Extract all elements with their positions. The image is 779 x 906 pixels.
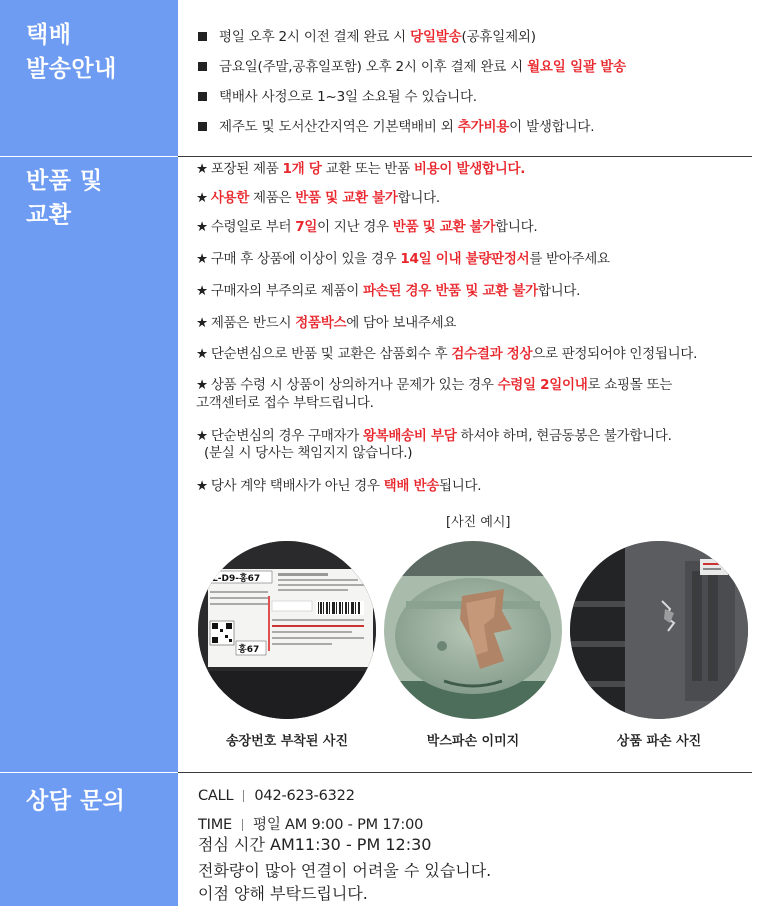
returns-highlight: 7일 bbox=[295, 219, 318, 235]
returns-item-line2 bbox=[196, 394, 374, 413]
returns-highlight: 수령일 2일이내 bbox=[497, 377, 588, 393]
returns-text: 당사 계약 택배사가 아닌 경우 bbox=[210, 478, 384, 494]
star-icon: ★ bbox=[196, 377, 208, 393]
returns-item bbox=[196, 314, 456, 333]
shipping-text: 평일 오후 2시 이전 결제 완료 시 bbox=[219, 29, 411, 45]
shipping-title-line2: 발송안내 bbox=[26, 56, 117, 82]
returns-highlight: 왕복배송비 부담 bbox=[362, 428, 457, 444]
returns-item bbox=[196, 376, 672, 395]
star-icon: ★ bbox=[196, 315, 208, 331]
shipping-highlight: 추가비용 bbox=[457, 119, 510, 135]
returns-item bbox=[196, 218, 537, 237]
returns-text: 를 받아주세요 bbox=[529, 251, 610, 267]
photo-box-damage bbox=[384, 541, 562, 719]
star-icon: ★ bbox=[196, 219, 208, 235]
shipping-text: (공휴일제외) bbox=[461, 29, 536, 45]
section-divider bbox=[178, 772, 752, 773]
returns-item bbox=[196, 345, 697, 364]
returns-highlight: 반품 및 교환 불가 bbox=[392, 219, 496, 235]
returns-highlight: 사용한 bbox=[210, 190, 250, 206]
returns-text: 상품 수령 시 상품이 상의하거나 문제가 있는 경우 bbox=[210, 377, 498, 393]
returns-title-line1: 반품 및 bbox=[26, 168, 103, 194]
star-icon: ★ bbox=[196, 346, 208, 362]
returns-item bbox=[196, 189, 440, 208]
star-icon: ★ bbox=[196, 251, 208, 267]
shipping-text: 이 발생합니다. bbox=[509, 119, 595, 135]
returns-text: 고객센터로 접수 부탁드립니다. bbox=[196, 395, 374, 411]
returns-text: 으로 판정되어야 인정됩니다. bbox=[532, 346, 698, 362]
shipping-highlight: 월요일 일괄 발송 bbox=[527, 59, 626, 75]
bullet-square-icon bbox=[198, 122, 207, 131]
returns-text: 에 담아 보내주세요 bbox=[346, 315, 457, 331]
shipping-text: 제주도 및 도서산간지역은 기본택배비 외 bbox=[219, 119, 458, 135]
star-icon: ★ bbox=[196, 283, 208, 299]
returns-item bbox=[196, 477, 481, 496]
box-damage-image bbox=[384, 541, 562, 719]
star-icon: ★ bbox=[196, 478, 208, 494]
call-label: CALL bbox=[198, 788, 234, 804]
returns-item bbox=[196, 282, 580, 301]
returns-text: 포장된 제품 bbox=[210, 161, 283, 177]
returns-item bbox=[196, 250, 610, 269]
star-icon: ★ bbox=[196, 161, 208, 177]
shipping-item bbox=[198, 112, 626, 142]
returns-highlight: 1개 당 bbox=[282, 161, 322, 177]
returns-text: 됩니다. bbox=[439, 478, 482, 494]
shipping-list bbox=[198, 22, 626, 142]
section-divider bbox=[178, 156, 752, 157]
shipping-text: 택배사 사정으로 1~3일 소요될 수 있습니다. bbox=[219, 89, 477, 105]
bullet-square-icon bbox=[198, 32, 207, 41]
shipping-text: 금요일(주말,공휴일포함) 오후 2시 이후 결제 완료 시 bbox=[219, 59, 528, 75]
returns-text: 이 지난 경우 bbox=[317, 219, 393, 235]
contact-call bbox=[198, 785, 355, 804]
photo-shipping-label bbox=[198, 541, 376, 719]
returns-text: 단순변심의 경우 구매자가 bbox=[210, 428, 363, 444]
returns-item-line2 bbox=[204, 444, 412, 463]
contact-note bbox=[198, 858, 491, 904]
returns-text: 합니다. bbox=[495, 219, 538, 235]
returns-text: 구매자의 부주의로 제품이 bbox=[210, 283, 363, 299]
contact-time bbox=[198, 813, 423, 834]
shipping-item bbox=[198, 22, 626, 52]
photo-label: 송장번호 부착된 사진 bbox=[225, 734, 349, 749]
product-damage-image bbox=[570, 541, 748, 719]
time-value: 평일 AM 9:00 - PM 17:00 bbox=[253, 817, 424, 833]
bullet-square-icon bbox=[198, 92, 207, 101]
call-number[interactable]: 042-623-6322 bbox=[254, 788, 355, 804]
separator bbox=[243, 790, 244, 802]
returns-highlight: 14일 이내 불량판정서 bbox=[400, 251, 530, 267]
returns-text: 단순변심으로 반품 및 교환은 삼품회수 후 bbox=[210, 346, 452, 362]
returns-text: 로 쇼핑몰 또는 bbox=[587, 377, 672, 393]
sidebar bbox=[0, 0, 178, 906]
returns-highlight: 비용이 발생합니다. bbox=[413, 161, 526, 177]
returns-title bbox=[26, 164, 103, 232]
star-icon: ★ bbox=[196, 428, 208, 444]
note-line: 이점 양해 부탁드립니다. bbox=[198, 884, 368, 903]
returns-highlight: 택배 반송 bbox=[383, 478, 440, 494]
shipping-highlight: 당일발송 bbox=[410, 29, 462, 45]
returns-highlight: 정품박스 bbox=[295, 315, 347, 331]
photo-label: 상품 파손 사진 bbox=[616, 734, 702, 749]
returns-item bbox=[196, 160, 525, 179]
shipping-label-image bbox=[198, 541, 376, 719]
contact-title: 상담 문의 bbox=[26, 788, 126, 814]
photo-label: 박스파손 이미지 bbox=[426, 734, 520, 749]
bullet-square-icon bbox=[198, 62, 207, 71]
returns-text: 수령일로 부터 bbox=[210, 219, 296, 235]
photo-caption: [사진 예시] bbox=[446, 515, 511, 530]
star-icon: ★ bbox=[196, 190, 208, 206]
shipping-title-line1: 택배 bbox=[26, 22, 72, 48]
returns-text: 제품은 반드시 bbox=[210, 315, 296, 331]
returns-text: 구매 후 상품에 이상이 있을 경우 bbox=[210, 251, 401, 267]
separator bbox=[242, 819, 243, 831]
shipping-title bbox=[26, 18, 117, 86]
shipping-item bbox=[198, 52, 626, 82]
sidebar-divider bbox=[0, 156, 178, 157]
shipping-item bbox=[198, 82, 626, 112]
sidebar-divider bbox=[0, 772, 178, 773]
returns-text: (분실 시 당사는 책임지지 않습니다.) bbox=[204, 445, 413, 461]
note-line: 전화량이 많아 연결이 어려울 수 있습니다. bbox=[198, 861, 492, 880]
returns-text: 합니다. bbox=[397, 190, 440, 206]
returns-highlight: 검수결과 정상 bbox=[451, 346, 533, 362]
returns-text: 제품은 bbox=[249, 190, 296, 206]
returns-title-line2: 교환 bbox=[26, 202, 72, 228]
returns-highlight: 파손된 경우 반품 및 교환 불가 bbox=[362, 283, 538, 299]
photo-product-damage bbox=[570, 541, 748, 719]
returns-text: 교환 또는 반품 bbox=[321, 161, 414, 177]
returns-text: 하셔야 하며, 현금동봉은 불가합니다. bbox=[456, 428, 672, 444]
label-code-small: 홍67 bbox=[238, 645, 260, 655]
returns-text: 합니다. bbox=[537, 283, 581, 299]
lunch-time: 점심 시간 AM11:30 - PM 12:30 bbox=[198, 835, 432, 854]
label-code: L-D9-홍67 bbox=[212, 574, 261, 584]
returns-highlight: 반품 및 교환 불가 bbox=[295, 190, 398, 206]
time-label: TIME bbox=[198, 817, 233, 833]
